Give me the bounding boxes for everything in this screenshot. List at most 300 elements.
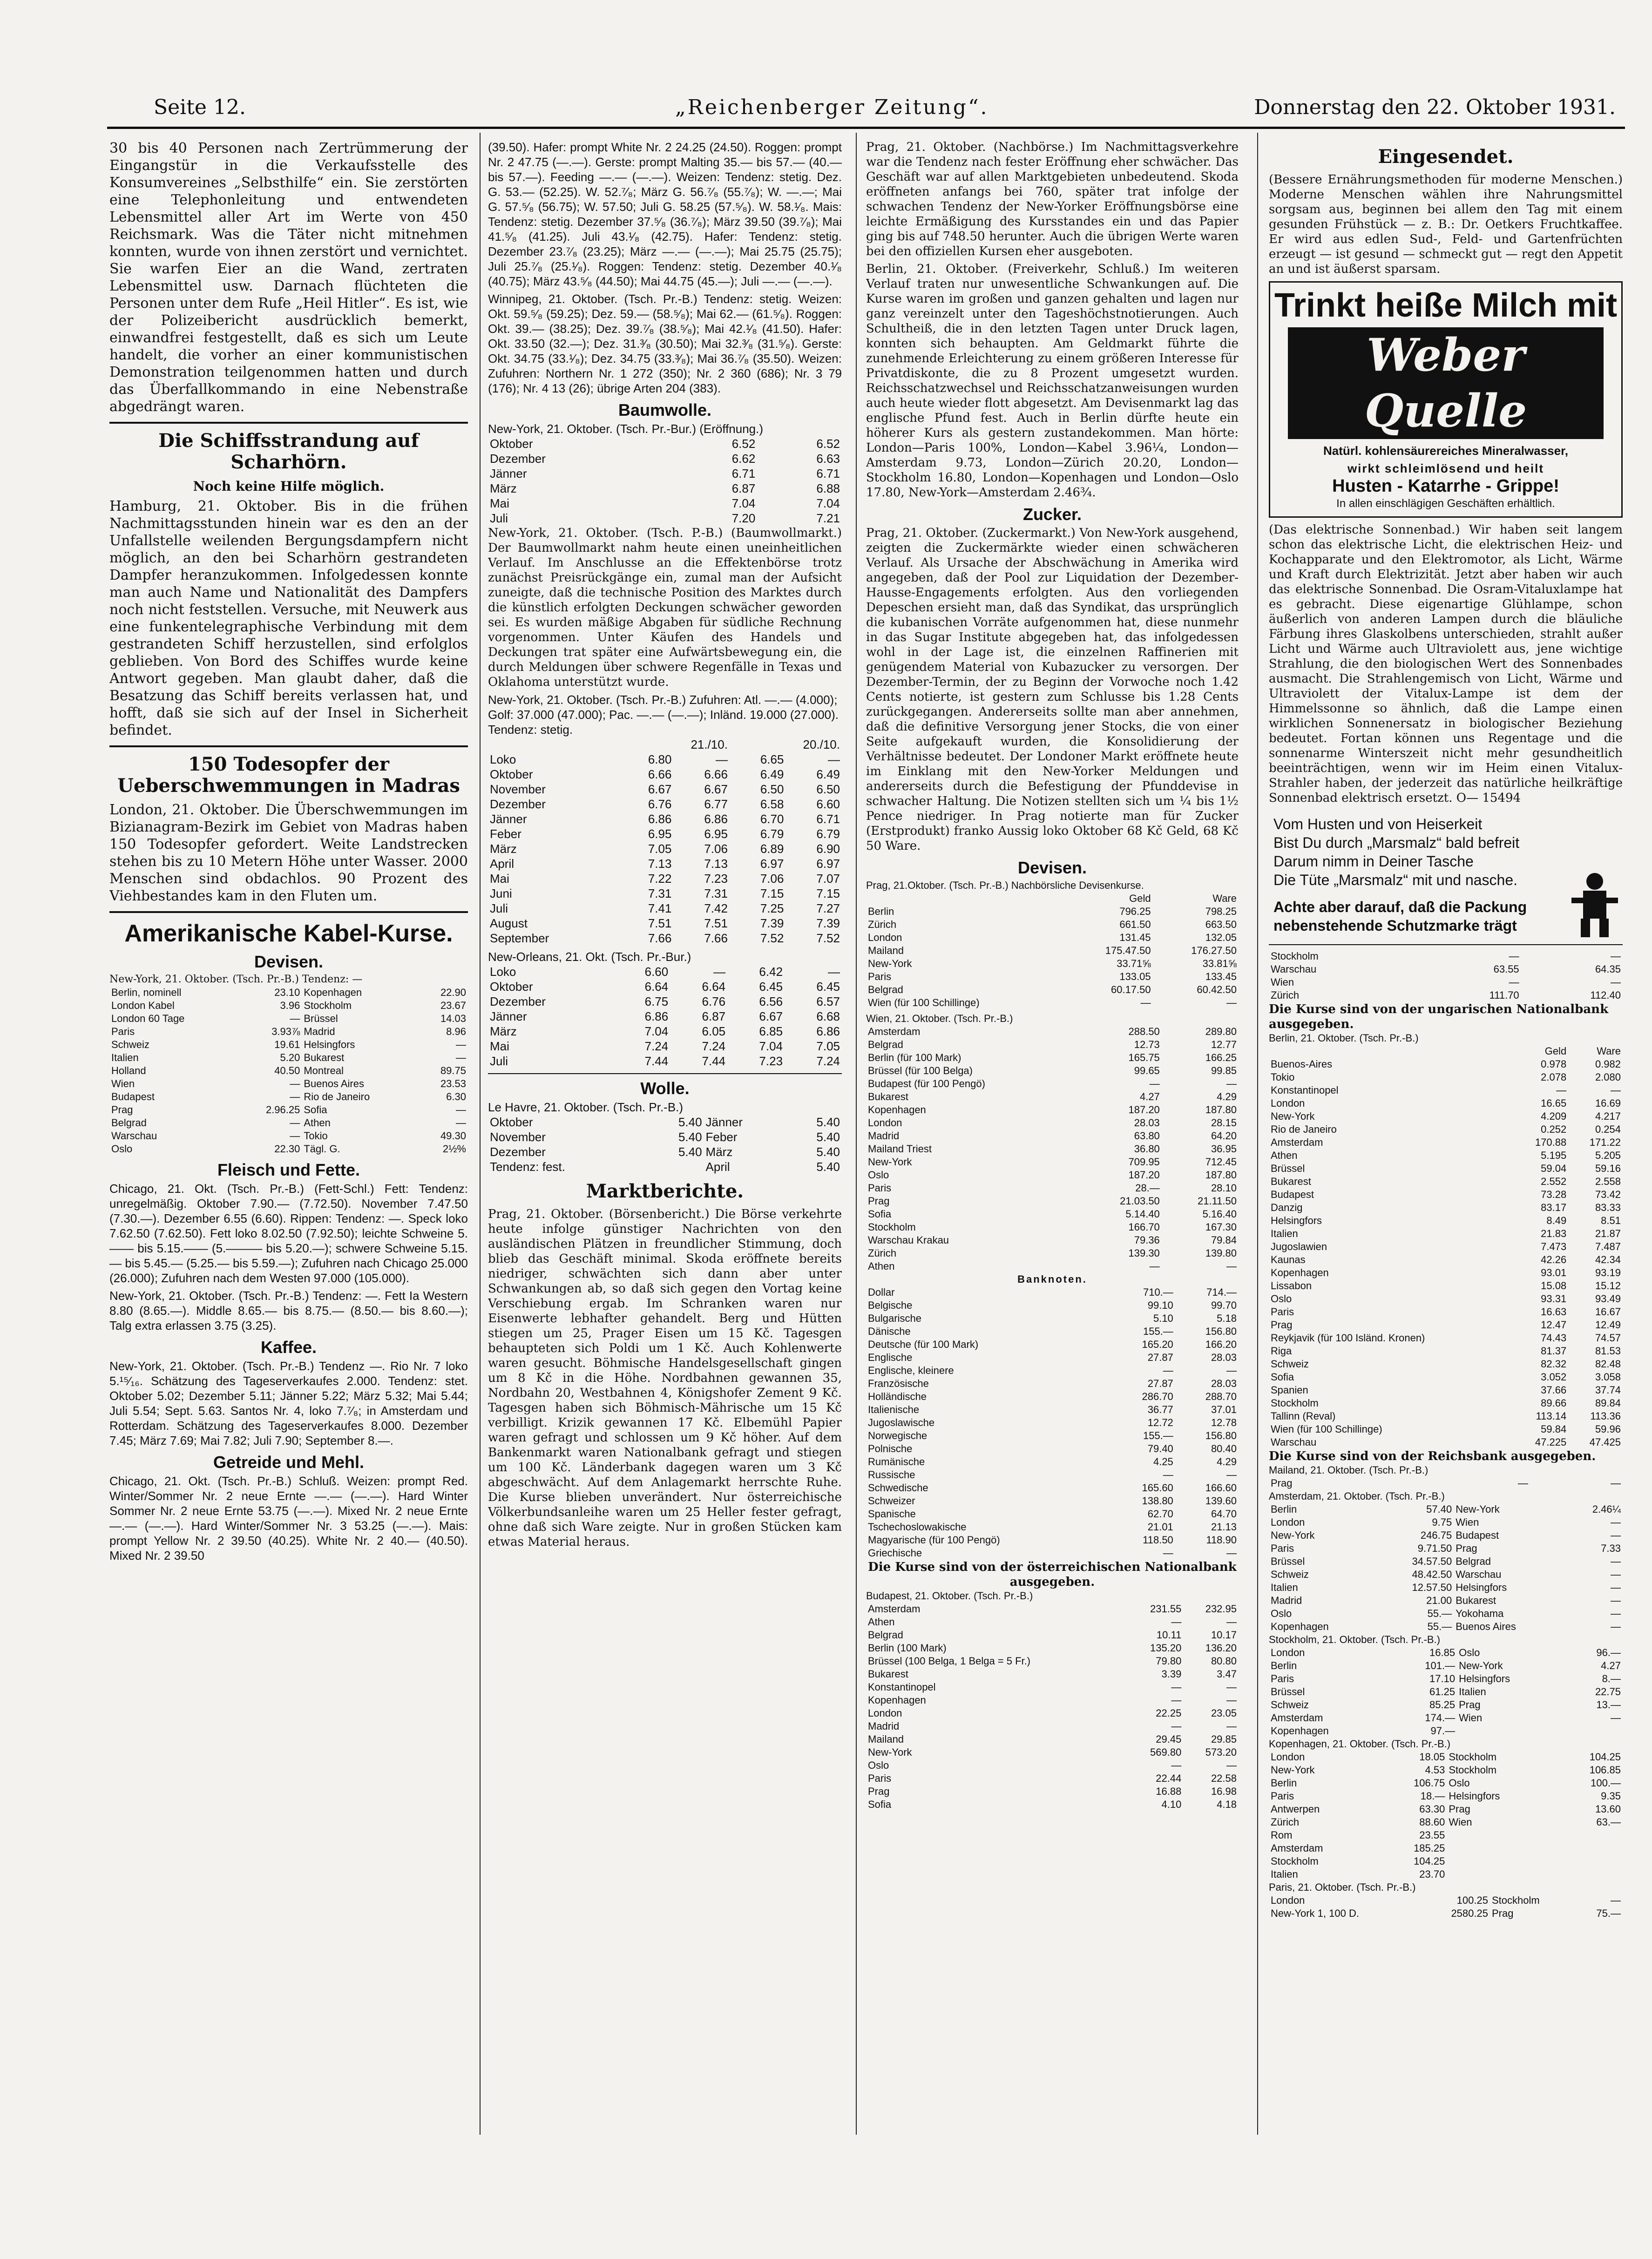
table-row [1269,1214,1623,1227]
market-paragraph: Winnipeg, 21. Oktober. (Tsch. Pr.-B.) Tendenz: stetig. Weizen: Okt. 59.⁵⁄₈ (59.25); Dez. 59.— (58.⁵⁄₈); Mai 62.— (61.⁵⁄₈). Roggen: Okt. 39.— (38.25); Dez. 39.⁷⁄₈ (38.⁵⁄₈); Mai 42.¹⁄₈ (41.50). Hafer: Okt. 33.50 (32.—); Dez. 31.³⁄₈ (30.50); Mai 32.³⁄₈ (31.⁵⁄₈). Gerste: Okt. 34.75 (33.¹⁄₈); Dez. 34.75 (33.³⁄₈); Mai 36.⁷⁄₈ (35.50). Weizen: Zufuhren: Northern Nr. 1 272 (350); Nr. 2 360 (686); Nr. 3 79 (176); Nr. 4 13 (26); übrige Arten 204 (383). [488,292,842,395]
table-cell: 6.52 [816,437,840,451]
table-cell: 16.69 [1595,1097,1621,1109]
table-cell: London [1271,1751,1305,1763]
table-cell: — [1611,1556,1621,1567]
table-cell: Mai [490,496,509,510]
table-row [866,1351,1239,1364]
table-cell: 63.80 [1134,1130,1160,1142]
table-cell: 3.052 [1541,1371,1567,1383]
table-cell: 661.50 [1119,919,1151,930]
table-cell: März [490,1024,517,1038]
table-cell: Paris [1271,1790,1294,1802]
section-banknoten: Banknoten. [1017,1273,1087,1285]
table-cell: 93.01 [1541,1267,1567,1278]
table-row [1269,1672,1623,1685]
table-row [1269,1477,1623,1490]
table-cell: 83.33 [1595,1202,1621,1213]
table-cell: Riga [1271,1345,1292,1357]
table-row [1269,1594,1623,1607]
table-cell: Berlin (für 100 Mark) [868,1052,961,1063]
table-cell: 7.23 [704,872,728,886]
table-cell: 165.75 [1128,1052,1160,1063]
table-row [1269,1279,1623,1292]
column-2 [488,140,842,2128]
table-cell: 4.25 [1153,1456,1173,1468]
table-row [866,1195,1239,1208]
table-cell: 3.93⅞ [271,1026,300,1037]
table-cell: 710.— [1143,1286,1173,1298]
table-cell: Paris [868,971,892,982]
table-cell: 165.20 [1142,1339,1173,1350]
table-cell: 798.25 [1205,906,1237,917]
table-cell: 79.84 [1211,1234,1237,1246]
market-paragraph: (39.50). Hafer: prompt White Nr. 2 24.25 (24.50). Roggen: prompt Nr. 2 47.75 (—.—). Gerste: prompt Malting 35.— bis 57.— (40.— bis 57.—). Feeding —.— (—.—). Weizen: Tendenz: stetig. Dez. G. 53.— (52.25). W. 52.⁷⁄₈; März G. 56.⁷⁄₈ (55.⁷⁄₈); W. —.—; Mai G. 57.⁵⁄₈ (56.75); W. 57.50; Juli G. 58.25 (57.⁵⁄₈). W. 58.¹⁄₈. Mais: Tendenz: stetig. Dezember 37.⁵⁄₈ (36.⁷⁄₈); März 39.50 (39.⁷⁄₈); Mai 41.⁵⁄₈ (41.25). Juli 43.¹⁄₈ (42.75). Hafer: Tendenz: stetig. Dezember 23.⁷⁄₈ (23.25); März —.— (—.—); Mai 25.75 (25.75); Juli 25.⁷⁄₈ (25.¹⁄₈). Roggen: Tendenz: stetig. Dezember 40.¹⁄₈ (40.75); März 43.⁵⁄₈ (44.50); Mai 44.75 (45.—); Juli —.— (—.—). [488,140,842,288]
table-row [866,905,1239,918]
table-cell: 15.08 [1541,1280,1567,1292]
table-cell: 99.85 [1211,1065,1237,1076]
table-row [866,1130,1239,1143]
table-row [1269,1266,1623,1279]
table-cell: 23.53 [440,1078,466,1089]
column-3 [866,140,1239,2128]
table-cell: London Kabel [111,1000,175,1011]
table-row [488,871,842,886]
table-cell: — [290,1078,300,1089]
market-head: New-York, 21. Oktober. (Tsch. Pr.-B.) Tendenz: — [109,974,363,985]
table-cell [1554,1868,1623,1881]
table-cell: Prag [1271,1477,1293,1489]
table-row [866,970,1239,983]
table-cell: Wien (für 100 Schillinge) [1271,1423,1382,1435]
table-cell: Kopenhagen [1271,1267,1329,1278]
table-cell: 133.05 [1119,971,1151,982]
table-cell: Sofia [304,1104,327,1116]
table-row [488,826,842,841]
table-cell: April [490,857,515,871]
table-cell: Tägl. G. [304,1143,340,1155]
table-cell: 187.20 [1128,1169,1160,1181]
table-row [1269,1358,1623,1371]
table-cell: New-York [1459,1660,1503,1671]
table-cell: 7.05 [816,1039,840,1053]
table-cell: August [490,916,528,930]
table-cell: März [490,481,517,495]
table-cell: 12.78 [1211,1417,1237,1428]
table-cell: Bukarest [868,1668,908,1680]
column-divider [480,133,481,2135]
table-cell: Prag [868,1195,890,1207]
table-cell: Spanien [1271,1384,1308,1396]
table-cell: Helsingfors [1456,1582,1507,1593]
table-row [1269,1894,1623,1907]
table-row [1269,950,1623,963]
table-row [109,1116,468,1130]
market-head: Le Havre, 21. Oktober. (Tsch. Pr.-B.) [488,1100,684,1114]
table-row [1269,1423,1623,1436]
table-cell: 5.40 [678,1130,702,1144]
table-row [866,1603,1239,1616]
table-cell: Juli [490,1054,508,1068]
table-cell: — [1163,1365,1173,1376]
table-row [1269,1175,1623,1188]
table-cell: 22.25 [1156,1707,1182,1719]
table-cell: Rumänische [868,1456,925,1468]
table-row [866,1116,1239,1130]
table-cell: 3.058 [1595,1371,1621,1383]
table-row [866,1668,1239,1681]
table-cell: 176.27.50 [1191,945,1237,956]
table-cell: Tokio [304,1130,328,1142]
table-cell: 7.51 [648,916,672,930]
table-cell: Amsterdam [1271,1136,1323,1148]
table-row [1269,1646,1623,1659]
market-head: New-York, 21. Oktober. (Tsch. Pr.-Bur.) (Eröffnung.) [488,422,764,436]
table-row [1269,1777,1623,1790]
table-cell: Amsterdam [1271,1842,1323,1854]
table-cell: Belgische [868,1299,913,1311]
table-cell: Brüssel [1271,1686,1305,1698]
table-cell: 136.20 [1205,1642,1237,1654]
table-row [866,1325,1239,1338]
table-cell: Danzig [1271,1202,1303,1213]
market-head: Stockholm, 21. Oktober. (Tsch. Pr.-B.) [1269,1634,1441,1645]
table-cell: 59.16 [1595,1163,1621,1174]
table-cell [1565,1725,1623,1738]
table-cell: — [1611,950,1621,962]
table-cell: Oktober [490,767,533,781]
amsterdam-table [1269,1503,1623,1633]
table-cell: — [828,752,840,766]
table-cell: 7.66 [648,931,672,945]
table-cell: Kopenhagen [1271,1725,1329,1737]
table-cell: 187.80 [1205,1169,1237,1181]
table-row [866,1655,1239,1668]
table-cell: 6.95 [704,827,728,841]
table-cell: 89.66 [1541,1397,1567,1409]
table-cell: Sofia [868,1799,892,1810]
table-cell: Helsingfors [1449,1790,1500,1802]
table-row [1269,1410,1623,1423]
table-cell: Tokio [1271,1071,1295,1083]
table-row [1269,1058,1623,1071]
table-cell: — [1163,1469,1173,1481]
table-row [1269,1698,1623,1711]
table-cell: Paris [1271,1542,1294,1554]
table-row [866,1468,1239,1481]
table-cell: Rio de Janeiro [1271,1123,1337,1135]
table-cell: Reykjavik (für 100 Isländ. Kronen) [1271,1332,1425,1344]
table-cell: 23.70 [1419,1868,1445,1880]
table-cell [1457,1725,1565,1738]
ad-text: Vom Husten und von Heiserkeit [1273,816,1483,832]
table-cell: 28.— [1135,1182,1160,1194]
table-row [1269,1711,1623,1725]
table-cell: Warschau [1456,1569,1502,1580]
table-cell: Konstantinopel [1271,1084,1339,1096]
table-cell: Jugoslawien [1271,1241,1327,1252]
table-cell: Berlin (100 Mark) [868,1642,947,1654]
table-cell: 6.71 [731,467,756,480]
table-row [866,1182,1239,1195]
table-row [866,1681,1239,1694]
table-cell: Magyarische (für 100 Pengö) [868,1534,1000,1546]
table-cell: Belgrad [111,1117,147,1129]
table-cell: — [713,965,726,979]
table-cell: April [705,1160,730,1174]
table-cell: Jänner [490,467,527,480]
table-cell: Budapest (für 100 Pengö) [868,1078,985,1089]
table-cell: 7.21 [816,511,840,525]
article-paragraph: London, 21. Oktober. Die Überschwemmungen im Bizianagram-Bezirk im Gebiet von Madras haben 150 Todesopfer gefordert. Weite Landstrecken stehen bis zu 10 Metern Höhe unter Wasser. 2000 Menschen sind obdachlos. 90 Prozent des Viehbestandes kam in den Fluten um. [109,802,468,904]
table-cell: 131.45 [1119,932,1151,943]
table-cell: London [1271,1647,1305,1658]
table-cell: Mai [490,1039,509,1053]
table-cell: Jugoslawische [868,1417,935,1428]
table-row [1269,1397,1623,1410]
table-cell: 6.86 [648,812,672,826]
market-head: Wien, 21. Oktober. (Tsch. Pr.-B.) [866,1013,1013,1024]
table-cell: Kaunas [1271,1254,1306,1265]
table-cell: 6.71 [816,467,840,480]
table-row [866,1746,1239,1759]
table-cell: Norwegische [868,1430,928,1441]
table-cell: 36.77 [1147,1404,1173,1415]
table-cell: 16.67 [1595,1306,1621,1318]
table-cell: Athen [868,1260,895,1272]
table-cell: 59.84 [1541,1423,1567,1435]
headline-kabelkurse: Amerikanische Kabel-Kurse. [124,920,453,947]
table-cell: London [1271,1516,1305,1528]
table-row [1269,1188,1623,1201]
table-cell: Dänische [868,1326,911,1337]
table-cell: 23.10 [274,987,300,998]
table-cell: 6.85 [759,1024,783,1038]
table-cell: 7.27 [816,901,840,915]
table-cell: Stockholm [1491,1894,1540,1906]
table-cell: New-York [868,1156,912,1168]
table-cell: 12.47 [1541,1319,1567,1331]
table-cell: 112.40 [1590,989,1621,1001]
table-row [1269,1816,1623,1829]
market-paragraph: Chicago, 21. Okt. (Tsch. Pr.-B.) Schluß. Weizen: prompt Red. Winter/Sommer Nr. 2 neue Ernte —.— (—.—). Hard Winter Sommer Nr. 2 neue Ernte 53.75 (—.—). Mixed Nr. 2 neue Ernte —.— (—.—). Hard Winter/Sommer Nr. 3 53.25 (—.—). Mais: prompt Yellow Nr. 2 39.50 (40.25). White Nr. 2 40.— (40.50). Mixed Nr. 2 39.50 [109,1474,468,1562]
table-cell: 93.49 [1595,1293,1621,1305]
ad-text: Die Tüte „Marsmalz“ mit und nasche. [1273,872,1518,888]
table-cell: Zürich [868,1247,897,1259]
table-cell: Bukarest [1271,1176,1311,1187]
table-row [866,1299,1239,1312]
table-cell: 5.40 [816,1160,840,1174]
table-cell: 796.25 [1119,906,1151,917]
table-cell: 7.04 [731,496,756,510]
table-cell: Warschau [1271,1436,1317,1448]
table-row [1269,1803,1623,1816]
table-row [866,1064,1239,1077]
table-cell: 0.978 [1541,1058,1567,1070]
divider [109,422,468,424]
column-header: Geld [1129,893,1151,904]
table-cell: Juni [490,886,512,900]
table-cell: 13.60 [1595,1803,1621,1815]
table-cell: 16.63 [1541,1306,1567,1318]
column-divider [1257,133,1258,2135]
table-cell: Schwedische [868,1482,928,1494]
table-row [1269,1529,1623,1542]
table-row [1269,1201,1623,1214]
table-row [1269,1162,1623,1175]
table-cell: 4.27 [1139,1091,1160,1102]
table-cell: 6.97 [760,857,784,871]
table-cell: 22.44 [1156,1772,1182,1784]
table-cell: Feber [705,1130,738,1144]
table-cell: Jänner [490,1009,527,1023]
table-row [866,918,1239,931]
table-row [488,752,842,767]
table-row [488,886,842,901]
table-cell: 4.29 [1217,1456,1237,1468]
table-row [488,767,842,782]
table-row [866,1403,1239,1416]
table-cell: 28.03 [1211,1378,1237,1389]
table-cell: Kopenhagen [304,987,362,998]
table-cell: Bukarest [304,1052,345,1063]
table-cell: 6.95 [648,827,672,841]
table-cell: 5.40 [816,1145,840,1159]
table-cell: 12.57.50 [1412,1582,1452,1593]
table-cell: 34.57.50 [1412,1556,1452,1567]
table-row [1269,1659,1623,1672]
table-cell: Oktober [490,1115,533,1129]
table-cell: Zürich [868,919,897,930]
table-cell: 6.75 [644,994,669,1008]
table-cell: Oslo [1459,1647,1480,1658]
table-cell: Dezember [490,1145,546,1159]
table-cell: 40.50 [274,1065,300,1076]
table-row [1269,1292,1623,1305]
table-cell: 6.77 [704,797,728,811]
table-cell: 6.56 [759,994,783,1008]
table-cell: 7.25 [760,901,784,915]
market-head: Prag, 21.Oktober. (Tsch. Pr.-B.) Nachbörsliche Devisenkurse. [866,879,1144,891]
source-note: Die Kurse sind von der Reichsbank ausgegeben. [1269,1449,1596,1463]
table-cell: — [1226,1694,1237,1706]
table-row [1269,1503,1623,1516]
market-head: Kopenhagen, 21. Oktober. (Tsch. Pr.-B.) [1269,1738,1451,1750]
table-cell: 12.73 [1134,1039,1160,1050]
table-cell: Prag [1459,1699,1481,1711]
table-row [109,999,468,1012]
table-row [488,994,842,1009]
table-cell: Warschau [1271,963,1317,975]
article-paragraph: Prag, 21. Oktober. (Börsenbericht.) Die Börse verkehrte heute infolge günstiger Nachrichten von den ausländischen Plätzen in freundlicher Stimmung, doch blieb das Geschäft minimal. Skoda eröffnete bereits niedriger, schwächten sich dann aber unter Schwankungen ab, so daß sich gegen den Vortag keine Verschiebung ergab. Im Schranken waren nur Eisenwerte lebhafter gehandelt. Berg und Hütten stiegen um 25, Prager Eisen um 15 Kč. Tagesgen behaupteten sich Poldi um 1 Kč. Auch Kohlenwerte waren gesucht. Böhmische Handelsgesellschaft gingen um 8 Kč in die Höhe. Nordbahnen gewannen 35, Nordbahn 20, Westbahnen 4, Königshofer Zement 9 Kč. Tagesgen haben sich Böhmisch-Mährische um 15 Kč verbilligt. Krizik gewannen 17 Kč. Elbemühl Papier waren gefragt und schlossen um 9 Kč höher. Auf dem Bankenmarkt waren Nationalbank gefragt und stiegen um 100 Kč. Länderbank dagegen waren um 3 Kč abgeschwächt. Auf dem Anlagemarkt herrschte Ruhe. Die Kurse blieben unverändert. Nur österreichische Völkerbundsanleihe waren um 25 Heller fester gefragt, ohne daß sich Ware zeigte. Nur in großen Stücken kam etwas Material heraus. [488,1207,842,1549]
table-row [1269,1110,1623,1123]
table-cell: Helsingfors [304,1039,355,1050]
table-row [488,1130,842,1144]
table-cell: Lissabon [1271,1280,1312,1292]
table-cell: Paris [111,1026,135,1037]
table-cell: 5.18 [1217,1312,1237,1324]
kurse-top-table [1269,950,1623,1002]
header-rule [107,127,1625,129]
table-cell: Sofia [868,1208,892,1220]
table-row [866,1260,1239,1273]
table-cell: 4.209 [1541,1110,1567,1122]
table-cell: 63.— [1596,1816,1621,1828]
table-row [488,901,842,916]
table-cell: Helsingfors [1271,1215,1322,1226]
table-cell: 139.60 [1205,1495,1237,1507]
table-cell: — [1226,1720,1237,1732]
table-cell: 5.10 [1153,1312,1173,1324]
table-cell: 9.35 [1601,1790,1621,1802]
table-cell: Italien [1271,1582,1298,1593]
table-cell: 7.473 [1541,1241,1567,1252]
table-cell: — [1611,1516,1621,1528]
table-cell: 36.95 [1211,1143,1237,1155]
column-4 [1269,140,1623,2128]
table-cell: Stockholm [1271,950,1319,962]
table-cell: — [1509,950,1519,962]
table-row [866,1390,1239,1403]
table-cell: — [1163,1547,1173,1559]
table-cell: 7.41 [648,901,672,915]
table-cell: 167.30 [1205,1221,1237,1233]
trademark-figure-icon [1567,870,1623,940]
table-row [488,782,842,797]
table-row [1269,1253,1623,1266]
table-cell: 2.552 [1541,1176,1567,1187]
table-cell: 138.80 [1142,1495,1173,1507]
ad-brand-logo: Weber Quelle [1288,327,1604,439]
table-row [488,841,842,856]
table-cell: 28.03 [1134,1117,1160,1129]
table-cell: Oktober [490,980,533,994]
table-cell: — [290,1117,300,1129]
table-cell: Italien [1271,1868,1298,1880]
table-cell: Griechische [868,1547,922,1559]
table-cell: 6.62 [731,452,756,466]
section-zucker: Zucker. [1022,505,1082,524]
table-cell: 74.57 [1595,1332,1621,1344]
table-cell: 22.30 [274,1143,300,1155]
table-row [1269,1620,1623,1633]
table-row [109,1012,468,1025]
table-cell: 712.45 [1205,1156,1237,1168]
column-header: Geld [1544,1045,1567,1057]
table-cell: 81.37 [1541,1345,1567,1357]
column-divider [856,133,857,2135]
table-cell: Kopenhagen [1271,1621,1329,1632]
table-cell: 166.25 [1205,1052,1237,1063]
table-cell: — [290,1130,300,1142]
table-cell: Juli [490,901,508,915]
subheadline: Noch keine Hilfe möglich. [193,479,385,494]
table-cell: Französische [868,1378,929,1389]
table-row [488,481,842,496]
table-cell: 6.52 [731,437,756,451]
table-cell: Holländische [868,1391,927,1402]
table-cell: Belgrad [868,1629,903,1641]
table-cell: Brüssel (für 100 Belga) [868,1065,973,1076]
table-cell: Englische, kleinere [868,1365,954,1376]
table-cell: 3.39 [1161,1668,1182,1680]
table-row [1269,989,1623,1002]
table-cell: 6.79 [816,827,840,841]
table-cell: — [1140,997,1151,1008]
table-cell: 6.80 [648,752,672,766]
table-row [1269,1568,1623,1581]
table-cell: Berlin [1271,1503,1297,1515]
table-cell: 6.42 [759,965,783,979]
